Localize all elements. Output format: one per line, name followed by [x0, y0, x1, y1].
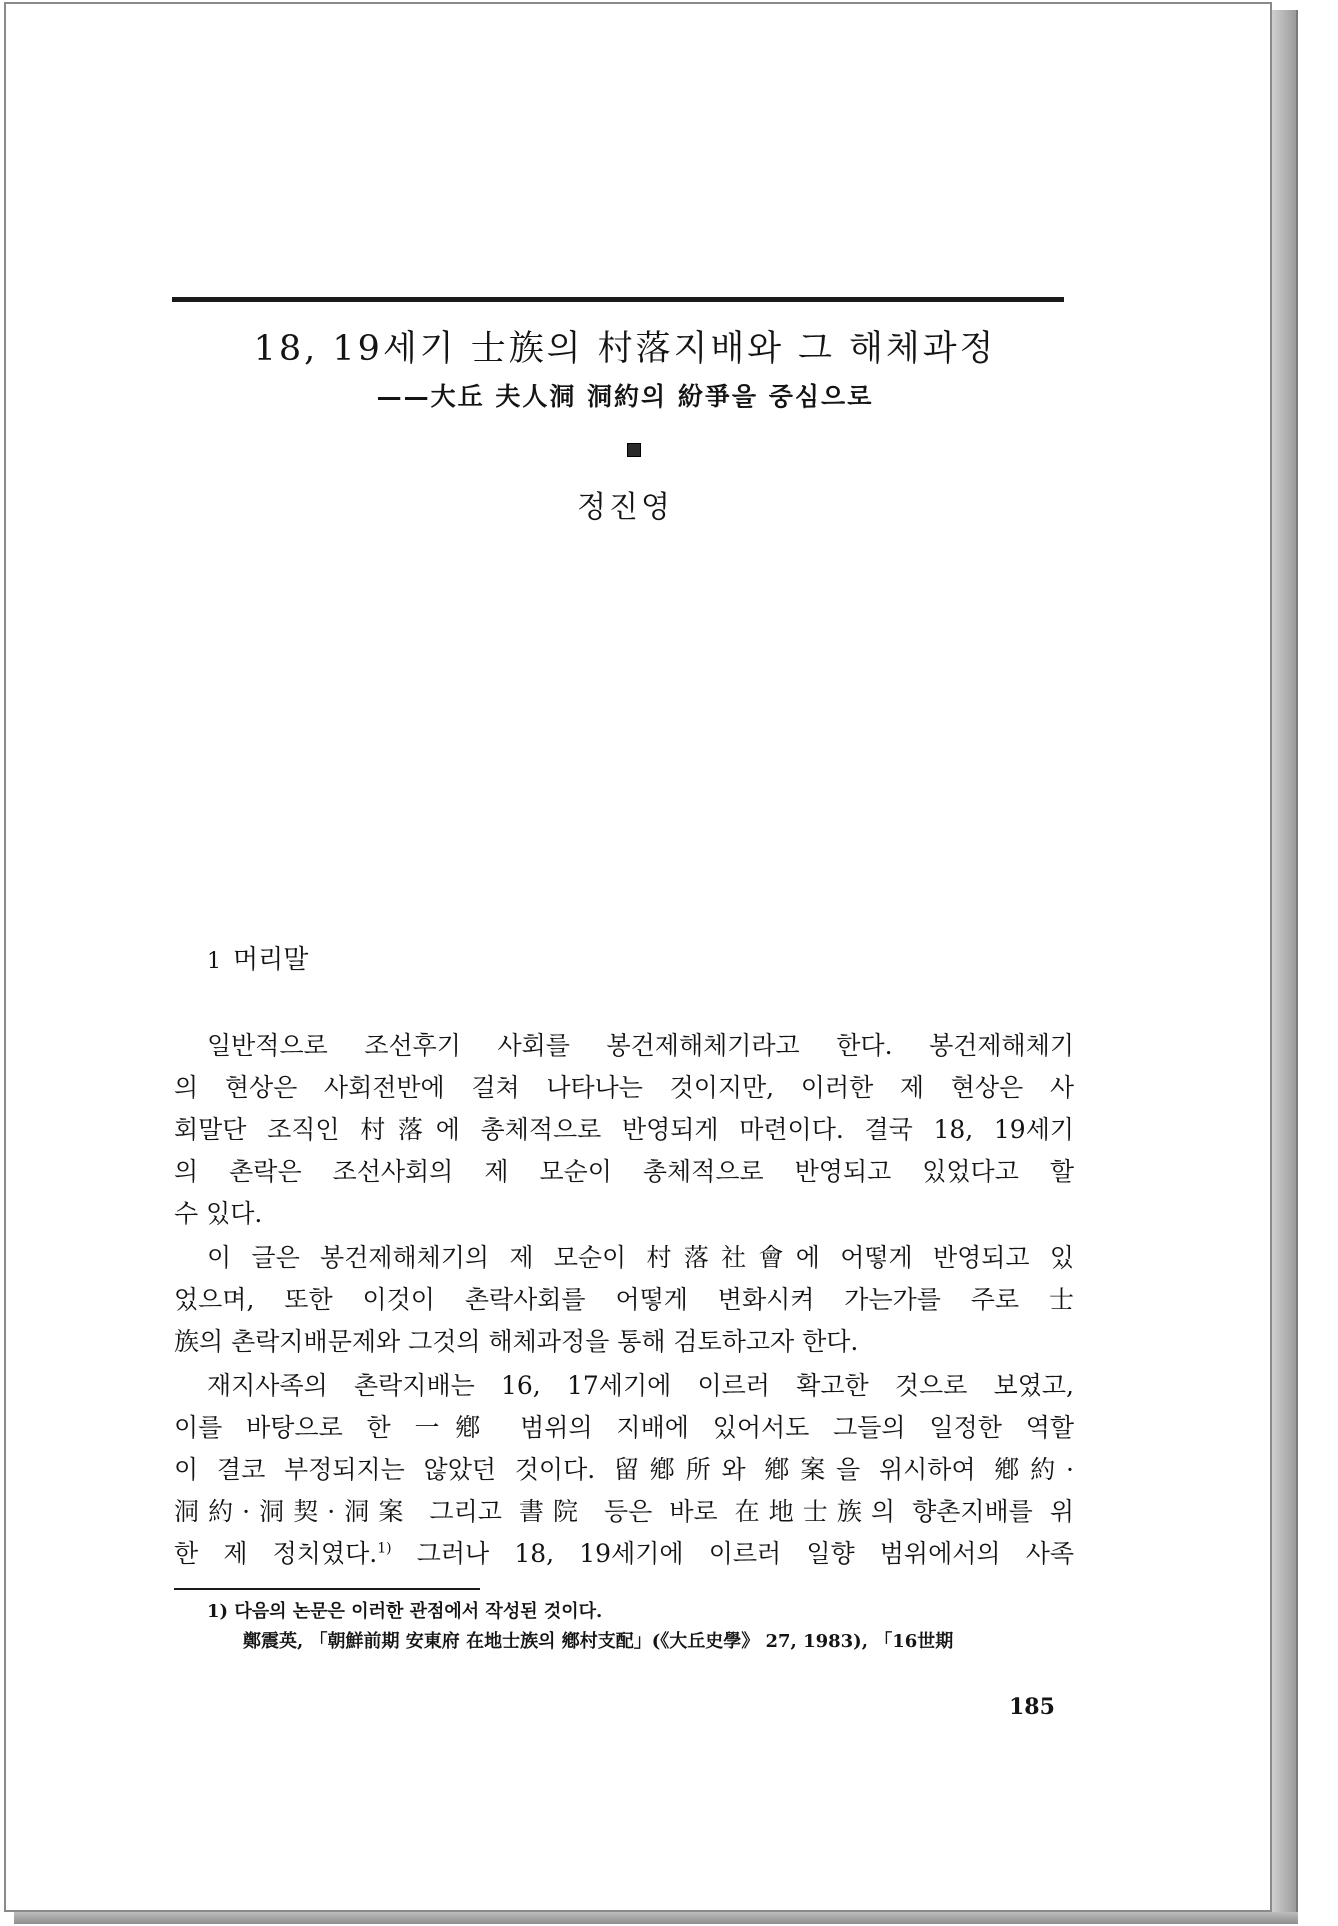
- body-line: 이 글은 봉건제해체기의 제 모순이 村落社會에 어떻게 반영되고 있: [207, 1243, 1074, 1272]
- page-number: 185: [1009, 1694, 1055, 1720]
- body-line-text: 한 제 정치였다.: [174, 1539, 378, 1568]
- page-edge-right: [1272, 10, 1298, 1916]
- body-line: 의 현상은 사회전반에 걸쳐 나타나는 것이지만, 이러한 제 현상은 사: [174, 1073, 1074, 1102]
- body-line: 洞約·洞契·洞案 그리고 書院 등은 바로 在地士族의 향촌지배를 위: [174, 1497, 1074, 1526]
- body-line: 었으며, 또한 이것이 촌락사회를 어떻게 변화시켜 가는가를 주로 士: [174, 1285, 1074, 1314]
- body-line: 이를 바탕으로 한 一鄕 범위의 지배에 있어서도 그들의 일정한 역할: [174, 1413, 1074, 1442]
- body-line: 族의 촌락지배문제와 그것의 해체과정을 통해 검토하고자 한다.: [174, 1327, 859, 1356]
- body-line: 일반적으로 조선후기 사회를 봉건제해체기라고 한다. 봉건제해체기: [207, 1031, 1074, 1060]
- body-line: 재지사족의 촌락지배는 16, 17세기에 이르러 확고한 것으로 보였고,: [207, 1371, 1074, 1400]
- body-line: 회말단 조직인 村落에 총체적으로 반영되게 마련이다. 결국 18, 19세기: [174, 1115, 1074, 1144]
- body-line-with-footnote-ref: [174, 1534, 1074, 1574]
- document-page: [4, 2, 1272, 1912]
- article-author: 정진영: [577, 490, 673, 525]
- section-heading: [207, 942, 308, 980]
- article-title: 18, 19세기 士族의 村落지배와 그 해체과정: [253, 329, 997, 369]
- footnote-citation: 鄭震英, 「朝鮮前期 安東府 在地士族의 鄕村支配」(《大丘史學》 27, 1983), 「16世期: [243, 1631, 954, 1652]
- footnote-text: 다음의 논문은 이러한 관점에서 작성된 것이다.: [234, 1601, 603, 1622]
- body-line: 수 있다.: [174, 1199, 263, 1228]
- body-line: 이 결코 부정되지는 않았던 것이다. 留鄕所와 鄕案을 위시하여 鄕約·: [174, 1455, 1074, 1484]
- header-rule: [172, 297, 1064, 302]
- footnote-reference: 1): [377, 1540, 392, 1557]
- footnote-marker: 1): [207, 1601, 229, 1622]
- footnote-line: [207, 1598, 602, 1626]
- page-edge-bottom: [14, 1912, 1298, 1924]
- article-subtitle: ——大丘 夫人洞 洞約의 紛爭을 중심으로: [376, 382, 874, 411]
- footnote-rule: [174, 1588, 480, 1590]
- section-title: 머리말: [233, 945, 309, 975]
- title-mark-icon: [627, 443, 641, 457]
- body-line: 의 촌락은 조선사회의 제 모순이 총체적으로 반영되고 있었다고 할: [174, 1157, 1074, 1186]
- section-number: 1: [207, 949, 221, 974]
- body-line-text: 그러나 18, 19세기에 이르러 일향 범위에서의 사족: [416, 1539, 1074, 1568]
